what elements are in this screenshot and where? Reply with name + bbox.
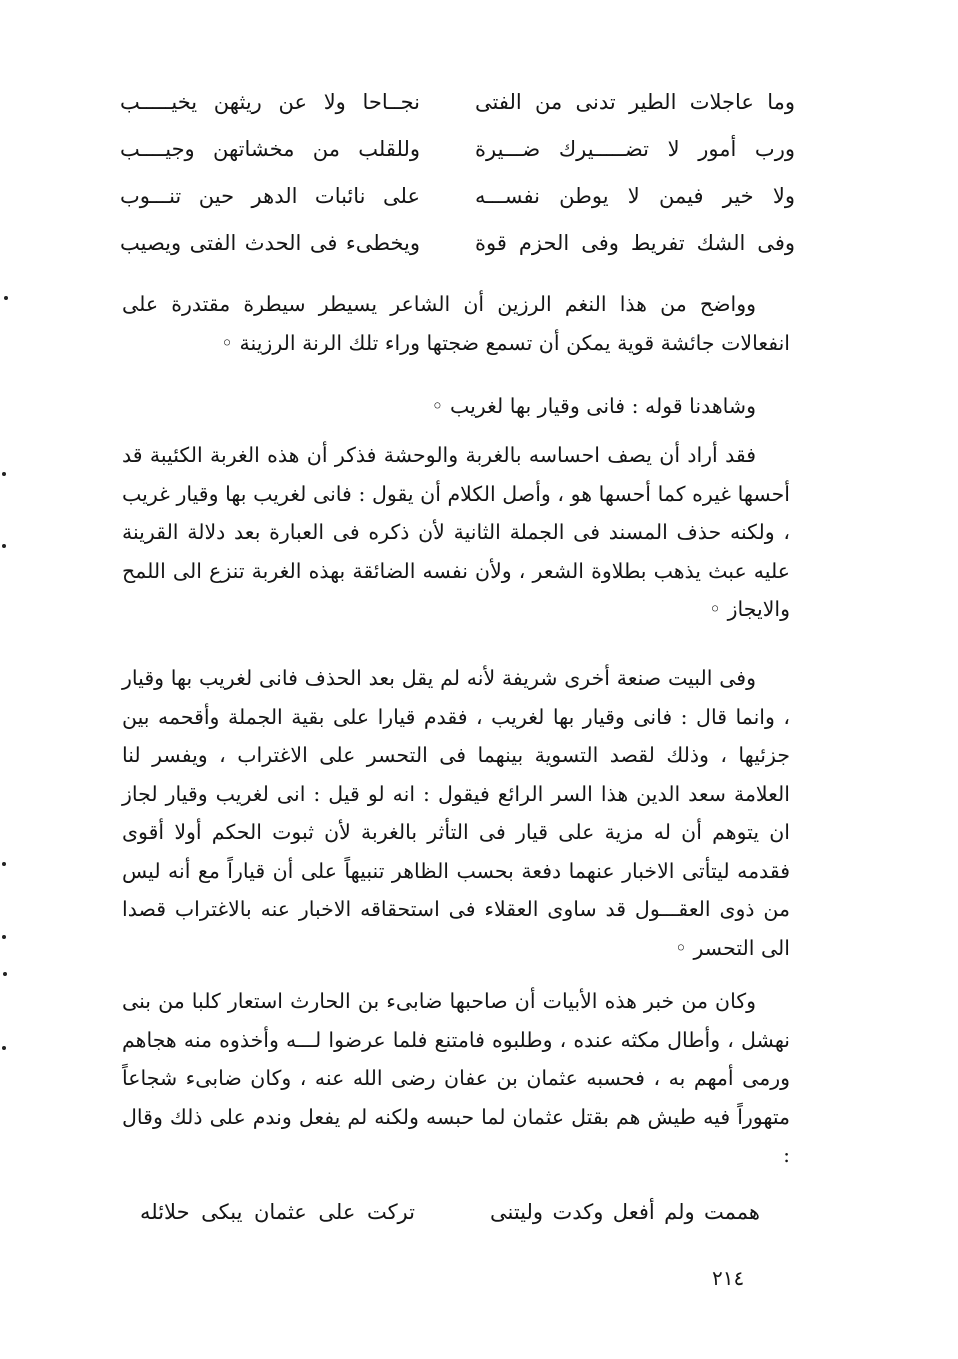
verse-first-hemistich: وفى الشك تفريط وفى الحزم قوة	[475, 231, 795, 255]
verse-second-hemistich: تركت على عثمان يبكى حلائله	[140, 1200, 415, 1224]
verse-line	[120, 228, 795, 275]
verse-line	[120, 181, 795, 228]
poem-bottom	[140, 1197, 760, 1244]
poem-top	[120, 87, 795, 275]
page-number: ٢١٤	[712, 1266, 745, 1290]
verse-line	[140, 1197, 760, 1244]
paragraph-5: وكان من خبر هذه الأبيات أن صاحبها ضابىء بن الحارث استعار كلبا من بنى نهشل ، وأطال مكثه عنده ، وطلبوه فامتنع فلما عرضوا لـــه وأخذوه منه هجاهم ورمى أمهم به ، فحسبه عثمان بن عفان رضى الله عنه ، وكان ضابىء شجاعاً متهوراً فيه طيش هم بقتل عثمان لما حبسه ولكنه لم يفعل وندم على ذلك وقال :	[122, 989, 790, 1167]
verse-line	[120, 134, 795, 181]
paragraph-4: وفى البيت صنعة أخرى شريفة لأنه لم يقل بعد الحذف فانى لغريب بها وقيار ، وانما قال : فانى وقيار بها لغريب ، فقدم قيارا على بقية الجملة وأقحمه بين جزئيها ، وذلك لقصد التسوية بينهما فى التحسر على الاغتراب ، ويفسر لنا العلامة سعد الدين هذا السر الرائع فيقول : انه لو قيل : انى لغريب وقيار لجاز ان يتوهم أن له مزية على قيار فى التأثر بالغربة لأن ثبوت الحكم أولا أقوى فقدمه ليتأتى الاخبار عنهما دفعة بحسب الظاهر تنبيهاً على أن قياراً مع أنه ليس من ذوى العقـــول قد ساوى العقلاء فى استحقاقه الاخبار عنه بالاغتراب قصدا الى التحسر ◦	[122, 666, 790, 960]
paragraph-3: فقد أراد أن يصف احساسه بالغربة والوحشة فذكر أن هذه الغربة الكئيبة قد أحسها غيره كما أحسها هو ، وأصل الكلام أن يقول : فانى لغريب بها وقيار غريب ، ولكنه حذف المسند فى الجملة الثانية لأن ذكره فى العبارة بعد دلالة القرينة عليه عبث يذهب بطلاوة الشعر ، ولأن نفسه الضائقة بهذه الغربة تنزع الى اللمح والايجاز ◦	[122, 443, 790, 621]
scan-speck	[2, 862, 6, 866]
verse-second-hemistich: نجــاحا ولا عن ريثهن يخيـــــب	[120, 90, 420, 114]
scan-speck	[2, 544, 6, 548]
verse-first-hemistich: ولا خير فيمن لا يوطن نفســـه	[475, 184, 795, 208]
paragraph-2: وشاهدنا قوله : فانى وقيار بها لغريب ◦	[431, 394, 756, 418]
scan-speck	[4, 296, 8, 300]
verse-line	[120, 87, 795, 134]
verse-second-hemistich: وللقلب من مخشاتهن وجيــــب	[120, 137, 420, 161]
paragraph-1: وواضح من هذا النغم الرزين أن الشاعر يسيطر سيطرة مقتدرة على انفعالات جائشة قوية يمكن أن تسمع ضجتها وراء تلك الرنة الرزينة ◦	[122, 292, 790, 355]
verse-second-hemistich: ويخطىء فى الحدث الفتى ويصيب	[120, 231, 420, 255]
scan-speck	[2, 935, 6, 939]
verse-first-hemistich: وما عاجلات الطير تدنى من الفتى	[475, 90, 795, 114]
verse-first-hemistich: ورب أمور لا تضـــــيرك ضـــيرة	[475, 137, 795, 161]
scan-speck	[3, 972, 7, 976]
verse-second-hemistich: على نائبات الدهر حين تنـــوب	[120, 184, 420, 208]
scan-speck	[2, 472, 6, 476]
verse-first-hemistich: هممت ولم أفعل وكدت وليتنى	[490, 1200, 760, 1224]
scan-speck	[2, 1046, 6, 1050]
